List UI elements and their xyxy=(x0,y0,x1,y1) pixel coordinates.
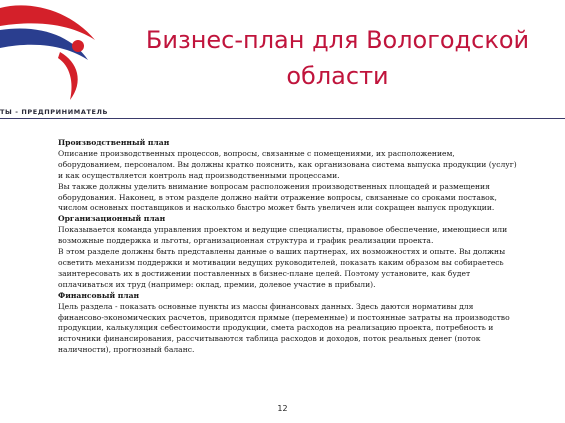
logo-red-figure xyxy=(58,52,78,100)
runner-swoosh-logo xyxy=(0,0,110,110)
page-title-line-2: области xyxy=(286,62,389,90)
paragraph-production-2: Вы также должны уделить внимание вопросам расположения производственных площадей и размещения оборудования. Наконец, в этом разделе должно найти отражение вопросы, связанные со сроками поставок, числом основных поставщиков и насколько быстро может быть увеличен или сокращен выпуск продукции. xyxy=(58,181,497,213)
paragraph-organization-1: Показывается команда управления проектом и ведущие специалисты, правовое обеспечение, имеющиеся или возможные поддержка и льготы, организационная структура и график реализации проекта. xyxy=(58,225,508,246)
page-number: 12 xyxy=(277,404,288,413)
page-title-line-1: Бизнес-план для Вологодской xyxy=(145,26,530,54)
paragraph-organization-2: В этом разделе должны быть представлены данные о ваших партнерах, их возможностях и опыте. Вы должны осветить механизм поддержки и мотивации ведущих руководителей, показать каким образом вы собираетесь заинтересовать их в достижении поставленных в бизнес-плане целей. Поэтому установите, как будет оплачиваться их труд (например: оклад, премии, долевое участие в прибыли). xyxy=(58,247,506,289)
body-text xyxy=(58,138,520,356)
logo-tagline: ТЫ - ПРЕДПРИНИМАТЕЛЬ xyxy=(0,108,109,116)
header-divider xyxy=(0,118,565,119)
section-heading-organization: Организационный план xyxy=(58,214,166,224)
paragraph-production-1: Описание производственных процессов, вопросы, связанные с помещениями, их расположением, оборудованием, персоналом. Вы должны кратко пояснить, как организована система выпуска продукции (услуг) и как осуществляется контроль над производственными процессами. xyxy=(58,148,517,180)
logo-head xyxy=(72,40,84,52)
section-heading-finance: Финансовый план xyxy=(58,290,140,300)
paragraph-finance: Цель раздела - показать основные пункты из массы финансовых данных. Здесь даются нормативы для финансово-экономических расчетов, приводятся прямые (переменные) и постоянные затраты на производство продукции, калькуляция себестоимости продукции, смета расходов на реализацию проекта, потребность и источники финансирования, рассчитываются таблица расходов и доходов, поток реальных денег (поток наличности), прогнозный баланс. xyxy=(58,301,510,355)
page-title xyxy=(110,22,565,94)
section-heading-production: Производственный план xyxy=(58,138,170,147)
